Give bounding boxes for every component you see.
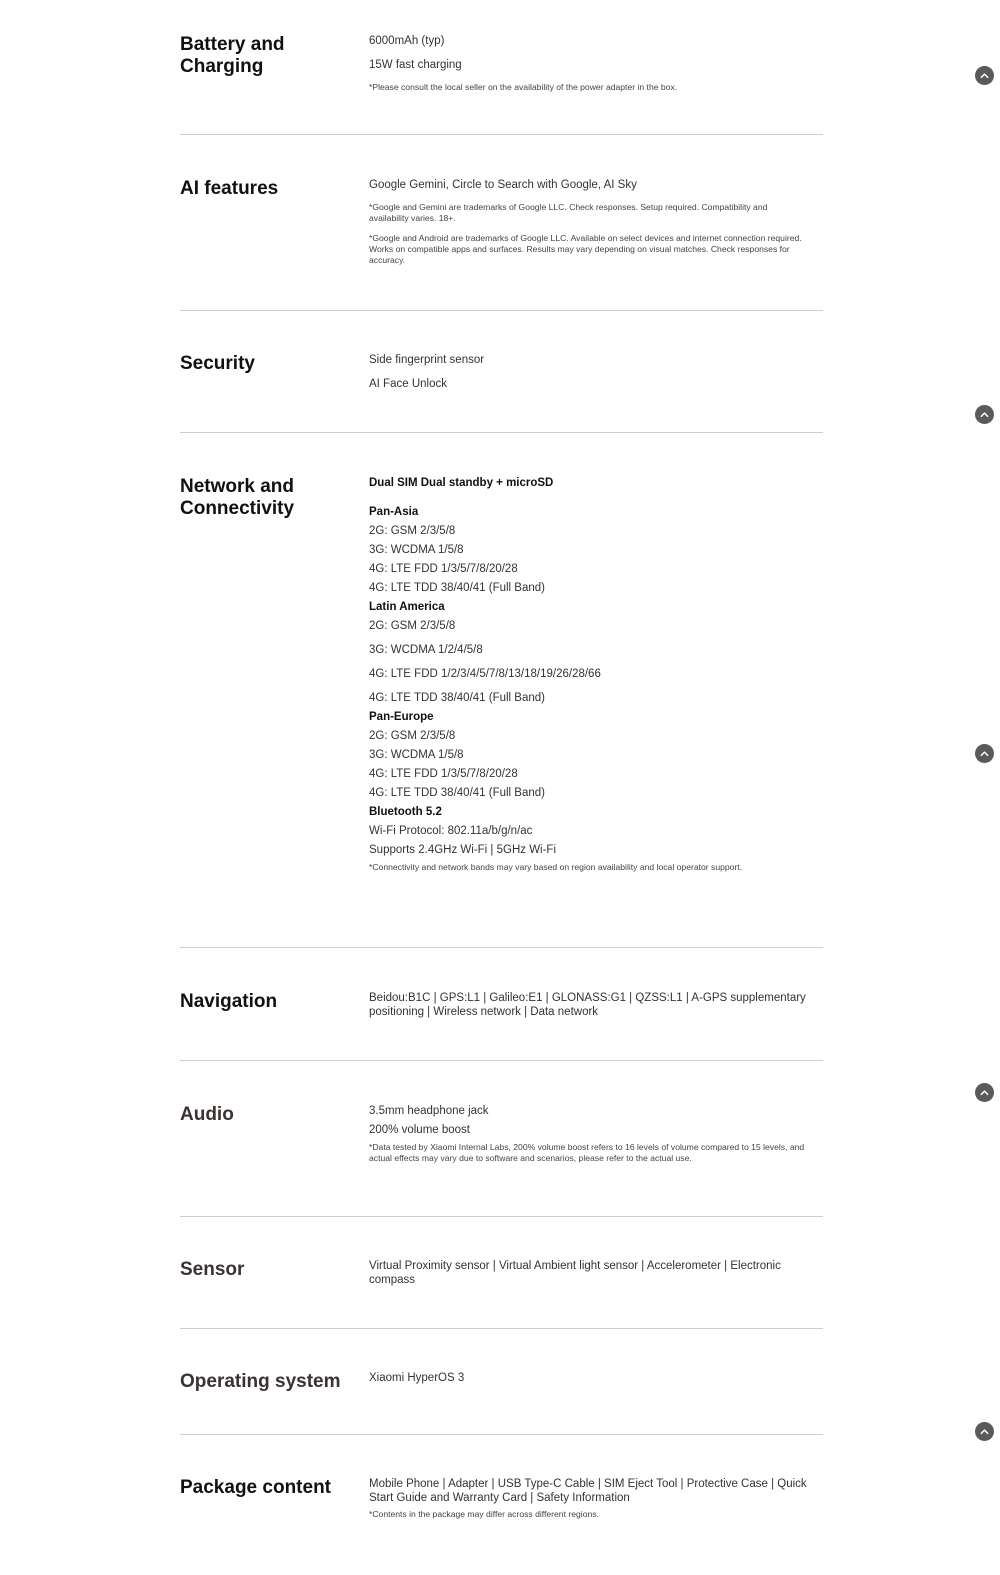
spec-line: 2G: GSM 2/3/5/8 (369, 730, 456, 742)
section-divider (180, 1060, 823, 1061)
spec-note: *Data tested by Xiaomi Internal Labs, 200% volume boost refers to 16 levels of volume compared to 15 levels, and actual effects may vary due to software and scenarios, please refer to the actual use. (369, 1142, 805, 1163)
section-body-battery (369, 34, 809, 102)
section-title-security: Security (180, 353, 255, 374)
spec-line: 4G: LTE TDD 38/40/41 (Full Band) (369, 582, 545, 594)
spec-note: *Contents in the package may differ across different regions. (369, 1509, 599, 1519)
section-divider (180, 947, 823, 948)
section-title-navigation: Navigation (180, 991, 278, 1012)
spec-heading: Dual SIM Dual standby + microSD (369, 477, 554, 489)
region-heading-latin-america: Latin America (369, 601, 445, 613)
section-body-operating-system (369, 1371, 809, 1395)
section-body-security (369, 353, 809, 401)
section-divider (180, 1328, 823, 1329)
spec-line: 3G: WCDMA 1/2/4/5/8 (369, 644, 483, 656)
spec-line: Google Gemini, Circle to Search with Google, AI Sky (369, 179, 637, 191)
spec-line: Wi-Fi Protocol: 802.11a/b/g/n/ac (369, 825, 533, 837)
section-body-sensor (369, 1259, 809, 1296)
section-divider (180, 134, 823, 135)
chevron-up-icon (979, 1087, 990, 1098)
spec-line: 4G: LTE TDD 38/40/41 (Full Band) (369, 692, 545, 704)
spec-line: 15W fast charging (369, 59, 462, 71)
spec-line: 200% volume boost (369, 1124, 471, 1136)
section-body-navigation (369, 991, 809, 1028)
region-heading-pan-asia: Pan-Asia (369, 506, 419, 518)
scroll-to-top-button[interactable] (975, 1083, 994, 1102)
scroll-to-top-button[interactable] (975, 405, 994, 424)
spec-line: 4G: LTE FDD 1/2/3/4/5/7/8/13/18/19/26/28/66 (369, 668, 601, 680)
chevron-up-icon (979, 748, 990, 759)
chevron-up-icon (979, 70, 990, 81)
spec-line: Side fingerprint sensor (369, 354, 485, 366)
section-body-network (369, 476, 809, 882)
section-title-battery: Battery and Charging (180, 34, 285, 77)
scroll-to-top-button[interactable] (975, 66, 994, 85)
section-title-ai-features: AI features (180, 178, 279, 199)
spec-line: 4G: LTE FDD 1/3/5/7/8/20/28 (369, 563, 518, 575)
spec-line: 3G: WCDMA 1/5/8 (369, 749, 464, 761)
spec-line: 4G: LTE TDD 38/40/41 (Full Band) (369, 787, 545, 799)
region-heading-pan-europe: Pan-Europe (369, 711, 434, 723)
section-divider (180, 310, 823, 311)
spec-line: 2G: GSM 2/3/5/8 (369, 620, 456, 632)
section-title-audio: Audio (180, 1104, 234, 1125)
spec-line: 3G: WCDMA 1/5/8 (369, 544, 464, 556)
spec-line: Xiaomi HyperOS 3 (369, 1372, 465, 1384)
spec-line: 6000mAh (typ) (369, 35, 445, 47)
section-title-operating-system: Operating system (180, 1371, 341, 1392)
section-divider (180, 1434, 823, 1435)
section-body-ai-features (369, 178, 809, 275)
spec-note: *Google and Gemini are trademarks of Google LLC. Check responses. Setup required. Compatibility and availability varies. 18+. (369, 202, 768, 223)
section-title-package-content: Package content (180, 1477, 331, 1498)
scroll-to-top-button[interactable] (975, 1422, 994, 1441)
spec-line: AI Face Unlock (369, 378, 447, 390)
section-body-package-content (369, 1477, 809, 1529)
section-body-audio (369, 1104, 809, 1173)
spec-line: 2G: GSM 2/3/5/8 (369, 525, 456, 537)
spec-line: 3.5mm headphone jack (369, 1105, 489, 1117)
spec-note: *Please consult the local seller on the availability of the power adapter in the box. (369, 82, 678, 92)
chevron-up-icon (979, 409, 990, 420)
spec-line: Beidou:B1C | GPS:L1 | Galileo:E1 | GLONASS:G1 | QZSS:L1 | A-GPS supplementary positioning | Wireless network | Data network (369, 992, 806, 1018)
spec-note: *Google and Android are trademarks of Google LLC. Available on select devices and internet connection required. Works on compatible apps and surfaces. Results may vary depending on visual matches. Check responses for accuracy. (369, 233, 802, 265)
spec-line: Supports 2.4GHz Wi-Fi | 5GHz Wi-Fi (369, 844, 557, 856)
spec-line: Virtual Proximity sensor | Virtual Ambient light sensor | Accelerometer | Electronic compass (369, 1260, 781, 1286)
spec-note: *Connectivity and network bands may vary based on region availability and local operator support. (369, 862, 743, 872)
bluetooth-heading: Bluetooth 5.2 (369, 806, 442, 818)
section-divider (180, 1216, 823, 1217)
section-divider (180, 432, 823, 433)
chevron-up-icon (979, 1426, 990, 1437)
spec-line: Mobile Phone | Adapter | USB Type-C Cable | SIM Eject Tool | Protective Case | Quick Start Guide and Warranty Card | Safety Information (369, 1478, 807, 1504)
section-title-sensor: Sensor (180, 1259, 245, 1280)
scroll-to-top-button[interactable] (975, 744, 994, 763)
spec-line: 4G: LTE FDD 1/3/5/7/8/20/28 (369, 768, 518, 780)
section-title-network: Network and Connectivity (180, 476, 295, 519)
